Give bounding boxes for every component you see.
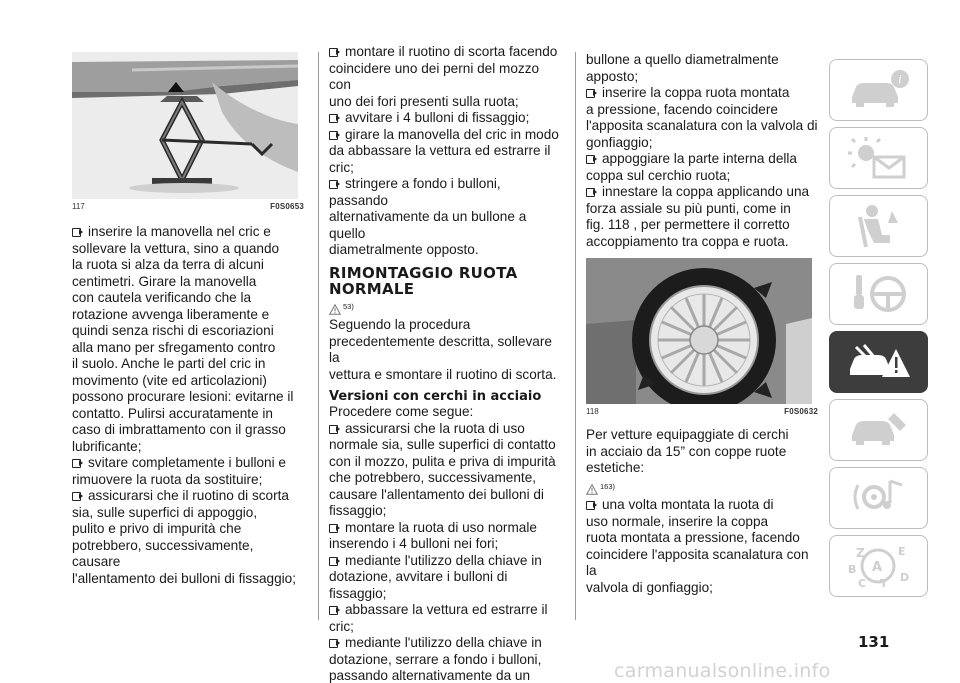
bullet-tighten-bolts: stringere a fondo i bulloni, passando alternativamente da un bullone a quello diametralmente opposto. (329, 176, 527, 257)
section-heading: RIMONTAGGIO RUOTA NORMALE (329, 263, 518, 298)
tab-emergency[interactable] (829, 331, 928, 393)
intro-paragraph: Seguendo la procedura precedentemente descritta, sollevare la vettura e smontare il ruotino di scorta. (329, 317, 557, 382)
car-info-icon (844, 67, 914, 113)
wheel-illustration (586, 258, 812, 404)
bullet-lower-car: girare la manovella del cric in modo da abbassare la vettura ed estrarre il cric; (329, 126, 559, 175)
subsection-heading: Versioni con cerchi in acciaio (329, 389, 542, 404)
figure-118-caption (586, 407, 818, 417)
hubcap-paragraph: Per vetture equipaggiate di cerchi in acciaio da 15” con coppe ruote estetiche: (586, 427, 789, 475)
bullet-rest-hubcap: appoggiare la parte interna della coppa sul cerchio ruota; (586, 151, 797, 183)
bullet-mount-hubcap: una volta montata la ruota di uso normale, inserire la coppa ruota montata a pressione, facendo coincidere l'apposita scanalatura con la valvola di gonfiaggio; (586, 497, 809, 595)
tab-key-steering[interactable] (829, 263, 928, 325)
index-letter: A (871, 560, 882, 575)
figure-code: F0S0653 (270, 202, 304, 211)
index-letter: Z (855, 546, 865, 560)
index-letter: D (899, 571, 909, 584)
bullet-mount-spare: montare il ruotino di scorta facendo coincidere uno dei perni del mozzo con uno dei fori presenti sulla ruota; (329, 44, 558, 109)
continued-text: bullone a quello diametralmente apposto; (586, 52, 779, 84)
bullet-arrow-icon (72, 491, 84, 500)
bullet-arrow-icon (329, 556, 341, 565)
tab-warning-lights[interactable] (829, 127, 928, 189)
bullet-arrow-icon (72, 458, 84, 467)
figure-number: 118 (586, 407, 599, 416)
tab-multimedia[interactable] (829, 467, 928, 529)
step-tighten-bolts: mediante l'utilizzo della chiave in dotazione, serrare a fondo i bulloni, passando alternativamente da un (329, 635, 542, 683)
bullet-arrow-icon (329, 523, 341, 532)
jack-illustration (72, 52, 298, 199)
figure-118-wheel (586, 258, 812, 404)
bullet-arrow-icon (586, 88, 598, 97)
bullet-jack-raise: inserire la manovella nel cric e sollevare la vettura, sino a quando la ruota si alza da terra di alcuni centimetri. Girare la manovella con cautela verificando che la rotazione avvenga liberamente e quindi senza rischi di escoriazioni alla mano per sfregamento contro il suolo. Anche le parti del cric in movimento (vite ed articolazioni) possono procurare lesioni: evitarne il contatto. Pulirsi accuratamente in caso di imbrattamento con il grasso lubrificante; (72, 224, 294, 454)
page-number: 131 (858, 633, 890, 651)
bullet-unscrew-bolts: svitare completamente i bulloni e rimuovere la ruota da sostituire; (72, 455, 286, 487)
watermark: carmanualsonline.info (614, 660, 831, 682)
chapter-nav (829, 59, 928, 603)
bullet-insert-hubcap: inserire la coppa ruota montata a pressione, facendo coincidere l'apposita scanalatura con la valvola di gonfiaggio; (586, 85, 818, 150)
key-steering-icon (844, 271, 914, 317)
warning-triangle-icon (329, 304, 341, 315)
svg-text:i: i (897, 73, 902, 86)
bullet-engage-hubcap: innestare la coppa applicando una forza assiale su più punti, come in fig. 118 , per permettere il corretto accoppiamento tra coppa e ruota. (586, 184, 810, 249)
column-divider (318, 52, 319, 620)
index-letter: T (879, 577, 888, 589)
warning-reference: 163) (586, 479, 818, 496)
bullet-arrow-icon (329, 130, 341, 139)
bullet-arrow-icon (586, 154, 598, 163)
column-divider (575, 52, 576, 620)
figure-number: 117 (72, 202, 85, 211)
sub-intro: Procedere come segue: (329, 404, 474, 419)
column-2 (329, 44, 561, 683)
bullet-arrow-icon (329, 179, 341, 188)
maintenance-icon (844, 407, 914, 453)
index-letter: E (897, 545, 906, 558)
tab-car-info[interactable] (829, 59, 928, 121)
bullet-arrow-icon (586, 500, 598, 509)
step-mount-wheel: montare la ruota di uso normale inserendo i 4 bulloni nei fori; (329, 519, 537, 551)
column-1 (72, 52, 304, 587)
bullet-arrow-icon (329, 638, 341, 647)
bullet-arrow-icon (586, 187, 598, 196)
tab-seat-safety[interactable] (829, 195, 928, 257)
emergency-icon (844, 339, 914, 385)
bullet-check-spare: assicurarsi che il ruotino di scorta sia, sulle superfici di appoggio, pulito e privo di impurità che potrebbero, successivamente, causare l'allentamento dei bulloni di fissaggio; (72, 488, 297, 586)
bullet-arrow-icon (329, 47, 341, 56)
multimedia-icon (844, 475, 914, 521)
warning-triangle-icon (586, 484, 598, 495)
figure-117-jack (72, 52, 298, 199)
tab-alphabetical-index[interactable] (829, 535, 928, 597)
column-3 (586, 52, 818, 596)
warning-reference: 53) (329, 299, 561, 316)
figure-117-caption (72, 202, 304, 212)
index-letter: C (857, 577, 866, 589)
alphabetical-index-icon (844, 543, 914, 589)
bullet-arrow-icon (329, 605, 341, 614)
figure-code: F0S0632 (784, 407, 818, 416)
step-check-wheel: assicurarsi che la ruota di uso normale sia, sulle superfici di contatto con il mozzo, pulita e priva di impurità che potrebbero, successivamente, causare l'allentamento dei bulloni di fissaggio; (329, 420, 556, 518)
bullet-screw-bolts: avvitare i 4 bulloni di fissaggio; (329, 110, 561, 127)
warning-lights-icon (844, 135, 914, 181)
step-screw-bolts: mediante l'utilizzo della chiave in dotazione, avvitare i bulloni di fissaggio; (329, 552, 542, 601)
seat-safety-icon (844, 203, 914, 249)
bullet-arrow-icon (329, 424, 341, 433)
index-letter: B (847, 563, 856, 576)
bullet-arrow-icon (72, 227, 84, 236)
tab-maintenance[interactable] (829, 399, 928, 461)
bullet-arrow-icon (329, 113, 341, 122)
step-lower-car: abbassare la vettura ed estrarre il cric; (329, 602, 548, 634)
